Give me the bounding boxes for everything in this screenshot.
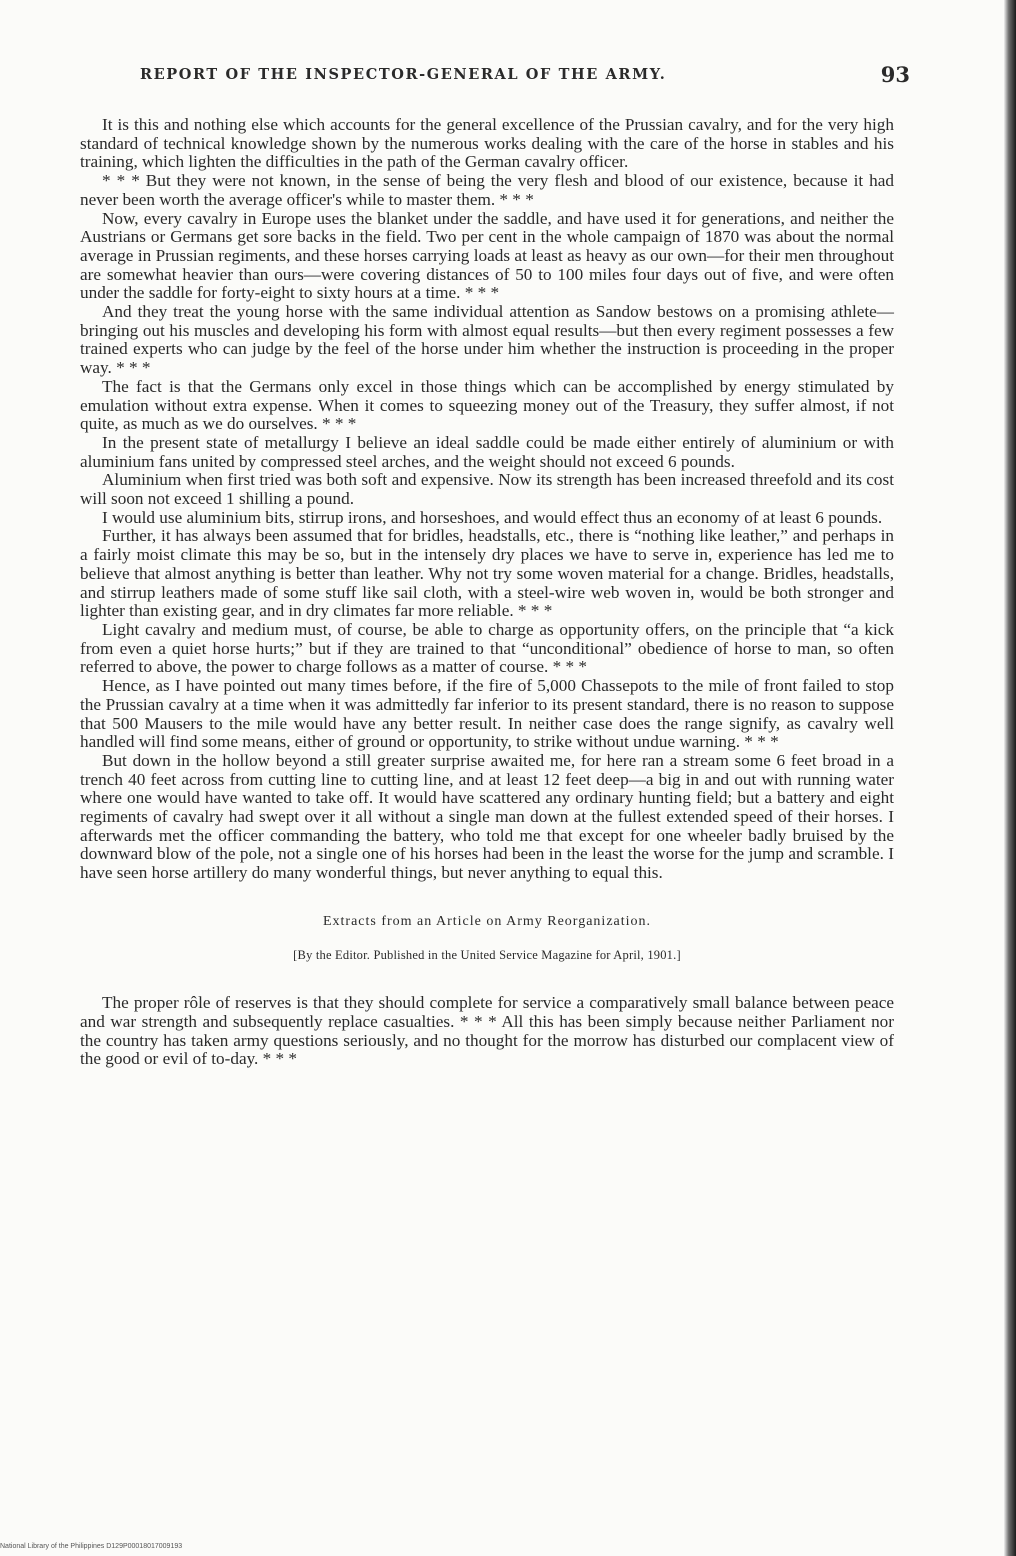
section-heading: Extracts from an Article on Army Reorganization.: [322, 913, 652, 929]
byline: [By the Editor. Published in the United Service Magazine for April, 1901.]: [293, 947, 681, 962]
paragraph: Now, every cavalry in Europe uses the blanket under the saddle, and have used it for generations, and neither the Austrians or Germans get sore backs in the field. Two per cent in the whole campaign of 1870 was about the normal average in Prussian regiments, and these horses carrying loads at least as heavy as our own—for their men throughout are somewhat heavier than ours—were covering distances of 50 to 100 miles four days out of five, and were often under the saddle for forty-eight to sixty hours at a time. * * *: [80, 208, 894, 303]
paragraph: Aluminium when first tried was both soft and expensive. Now its strength has been increased threefold and its cost will soon not exceed 1 shilling a pound.: [80, 470, 894, 509]
paragraph: It is this and nothing else which accounts for the general excellence of the Prussian cavalry, and for the very high standard of technical knowledge shown by the numerous works dealing with the care of the horse in stables and his training, which lighten the difficulties in the path of the German cavalry officer.: [80, 115, 894, 172]
page-header: [140, 62, 910, 90]
page-edge: [1004, 0, 1016, 1556]
paragraph: Further, it has always been assumed that for bridles, headstalls, etc., there is “nothing like leather,” and perhaps in a fairly moist climate this may be so, but in the intensely dry places we have to serve in, experience has led me to believe that almost anything is better than leather. Why not try some woven material for a change. Bridles, headstalls, and stirrup leathers made of some stuff like sail cloth, with a steel-wire web woven in, would be both stronger and lighter than existing gear, and in dry climates far more reliable. * * *: [80, 526, 894, 621]
paragraph: And they treat the young horse with the same individual attention as Sandow bestows on a promising athlete—bringing out his muscles and developing his form with almost equal results—but then every regiment possesses a few trained experts who can judge by the feel of the horse under him whether the instruction is proceeding in the proper way. * * *: [80, 302, 894, 378]
paragraph: Light cavalry and medium must, of course, be able to charge as opportunity offers, on the principle that “a kick from even a quiet horse hurts;” but if they are trained to that “unconditional” obedience of horse to man, so often referred to above, the power to charge follows as a matter of course. * * *: [80, 619, 894, 677]
running-head: REPORT OF THE INSPECTOR-GENERAL OF THE ARMY.: [140, 66, 667, 83]
source-footer: National Library of the Philippines D129P00018017009193: [0, 1543, 183, 1550]
page-number: 93: [880, 62, 910, 87]
paragraph: The proper rôle of reserves is that they should complete for service a comparatively small balance between peace and war strength and subsequently replace casualties. * * * All this has been simply because neither Parliament nor the country has taken army questions seriously, and no thought for the morrow has disturbed our complacent view of the good or evil of to-day. * * *: [80, 993, 894, 1069]
paragraph: The fact is that the Germans only excel in those things which can be accomplished by energy stimulated by emulation without extra expense. When it comes to squeezing money out of the Treasury, they suffer almost, if not quite, as much as we do ourselves. * * *: [80, 376, 894, 434]
paragraph: * * * But they were not known, in the sense of being the very flesh and blood of our existence, because it had never been worth the average officer's while to master them. * * *: [80, 171, 894, 209]
paragraph: In the present state of metallurgy I believe an ideal saddle could be made either entirely of aluminium or with aluminium fans united by compressed steel arches, and the weight should not exceed 6 pounds.: [80, 432, 894, 471]
body-text: [80, 116, 894, 1069]
paragraph: But down in the hollow beyond a still greater surprise awaited me, for here ran a stream some 6 feet broad in a trench 40 feet across from cutting line to cutting line, and at least 12 feet deep—a big in and out with running water where one would have wanted to take off. It would have scattered any ordinary hunting field; but a battery and eight regiments of cavalry had swept over it all without a single man down at the fullest extended speed of their horses. I afterwards met the officer commanding the battery, who told me that except for one wheeler badly bruised by the downward blow of the pole, not a single one of his horses had been in the least the worse for the jump and scramble. I have seen horse artillery do many wonderful things, but never anything to equal this.: [80, 750, 894, 883]
paragraph: Hence, as I have pointed out many times before, if the fire of 5,000 Chassepots to the mile of front failed to stop the Prussian cavalry at a time when it was admittedly far inferior to its present standard, there is no reason to suppose that 500 Mausers to the mile would have any better result. In neither case does the range signify, as cavalry well handled will find some means, either of ground or opportunity, to strike without undue warning. * * *: [80, 676, 894, 752]
paragraph: I would use aluminium bits, stirrup irons, and horseshoes, and would effect thus an economy of at least 6 pounds.: [102, 507, 883, 527]
